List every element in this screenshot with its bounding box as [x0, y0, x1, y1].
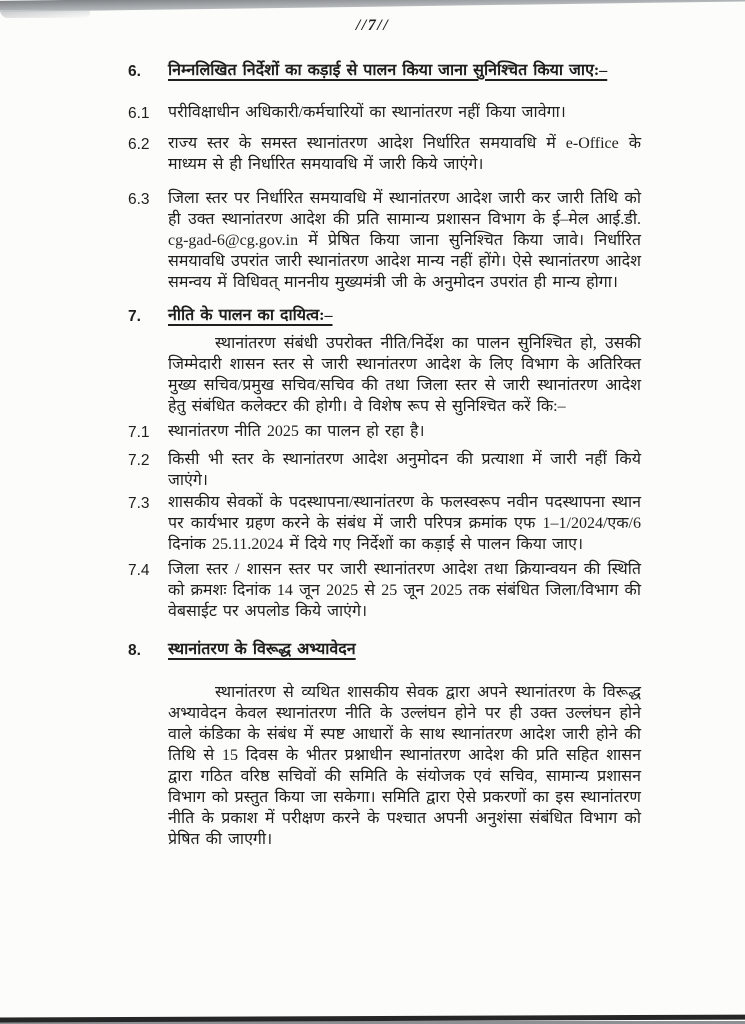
item-number: 7.4 — [128, 562, 150, 579]
clause-text: किसी भी स्तर के स्थानांतरण आदेश अनुमोदन की प्रत्याशा में जारी नहीं किये जाएंगे। — [168, 451, 641, 489]
clause-7-4-row — [128, 559, 641, 622]
item-number: 7. — [128, 308, 141, 325]
item-number: 6.3 — [128, 191, 150, 208]
scan-top-edge-artifact — [0, 0, 745, 12]
clause-7-1-row — [128, 421, 641, 443]
paragraph-text: स्थानांतरण संबंधी उपरोक्त नीति/निर्देश का पालन सुनिश्चित हो, उसकी जिम्मेदारी शासन स्तर से जारी स्थानांतरण आदेश के लिए विभाग के अतिरिक्त मुख्य सचिव/प्रमुख सचिव/सचिव की तथा जिला स्तर से जारी स्थानांतरण आदेश हेतु संबंधित कलेक्टर की होगी। वे विशेष रूप से सुनिश्चित करें कि:– — [168, 335, 641, 415]
clause-7-3-row — [128, 492, 641, 555]
clause-text: शासकीय सेवकों के पदस्थापना/स्थानांतरण के फलस्वरूप नवीन पदस्थापना स्थान पर कार्यभार ग्रहण करने के संबंध में जारी परिपत्र क्रमांक एफ 1–1/2024/एक/6 दिनांक 25.11.2024 में दिये गए निर्देशों का कड़ाई से पालन किया जाए। — [168, 494, 641, 553]
section-7-paragraph-row — [128, 333, 641, 417]
section-heading-text: नीति के पालन का दायित्व:– — [168, 307, 333, 324]
clause-text: राज्य स्तर के समस्त स्थानांतरण आदेश निर्धारित समयावधि में e-Office के माध्यम से ही निर्धारित समयावधि में जारी किये जाएंगे। — [168, 135, 641, 173]
item-number: 7.3 — [128, 495, 150, 512]
item-number: 6.2 — [128, 136, 150, 153]
paragraph-text: स्थानांतरण से व्यथित शासकीय सेवक द्वारा अपने स्थानांतरण के विरूद्ध अभ्यावेदन केवल स्थानांतरण नीति के उल्लंघन होने पर ही उक्त उल्लंघन होने वाले कंडिका के संबंध में स्पष्ट आधारों के साथ स्थानांतरण आदेश जारी होने की तिथि से 15 दिवस के भीतर प्रश्नाधीन स्थानांतरण आदेश की प्रति सहित शासन द्वारा गठित वरिष्ठ सचिवों की समिति के संयोजक एवं सचिव, सामान्य प्रशासन विभाग को प्रस्तुत किया जा सकेगा। समिति द्वारा ऐसे प्रकरणों का इस स्थानांतरण नीति के प्रकाश में परीक्षण करने के पश्चात अपनी अनुशंसा संबंधित विभाग को प्रेषित की जाएगी। — [168, 684, 641, 848]
item-number: 6.1 — [128, 105, 150, 122]
section-6-heading-row — [128, 60, 641, 82]
item-number: 6. — [128, 63, 141, 80]
item-number — [128, 682, 168, 683]
clause-6-1-row — [128, 102, 641, 124]
clause-text: जिला स्तर / शासन स्तर पर जारी स्थानांतरण आदेश तथा क्रियान्वयन की स्थिति को क्रमशः दिनांक 14 जून 2025 से 25 जून 2025 तक संबंधित जिला/विभाग की वेबसाईट पर अपलोड किये जाएंगे। — [168, 561, 641, 620]
item-number — [128, 333, 168, 334]
section-8-heading-row — [128, 639, 641, 661]
section-heading-text: स्थानांतरण के विरूद्ध अभ्यावेदन — [168, 641, 356, 658]
clause-6-2-row — [128, 133, 641, 175]
clause-text: जिला स्तर पर निर्धारित समयावधि में स्थानांतरण आदेश जारी कर जारी तिथि को ही उक्त स्थानांतरण आदेश की प्रति सामान्य प्रशासन विभाग के ई–मेल आई.डी. cg-gad-6@cg.gov.in में प्रेषित किया जाना सुनिश्चित किया जावे। निर्धारित समयावधि उपरांत जारी स्थानांतरण आदेश मान्य नहीं होंगे। ऐसे स्थानांतरण आदेश समन्वय में विधिवत् माननीय मुख्यमंत्री जी के अनुमोदन उपरांत ही मान्य होगा। — [168, 190, 641, 291]
clause-text: परीविक्षाधीन अधिकारी/कर्मचारियों का स्थानांतरण नहीं किया जावेगा। — [168, 104, 566, 121]
item-number: 8. — [128, 642, 141, 659]
document-body — [128, 60, 641, 850]
section-7-heading-row — [128, 305, 641, 327]
clause-7-2-row — [128, 449, 641, 491]
clause-6-3-row — [128, 188, 641, 293]
section-heading-text: निम्नलिखित निर्देशों का कड़ाई से पालन किया जाना सुनिश्चित किया जाए:– — [168, 62, 608, 79]
item-number: 7.1 — [128, 424, 150, 441]
section-8-paragraph-row — [128, 682, 641, 850]
item-number: 7.2 — [128, 452, 150, 469]
clause-text: स्थानांतरण नीति 2025 का पालन हो रहा है। — [168, 423, 425, 440]
page-number: //7// — [355, 17, 390, 34]
